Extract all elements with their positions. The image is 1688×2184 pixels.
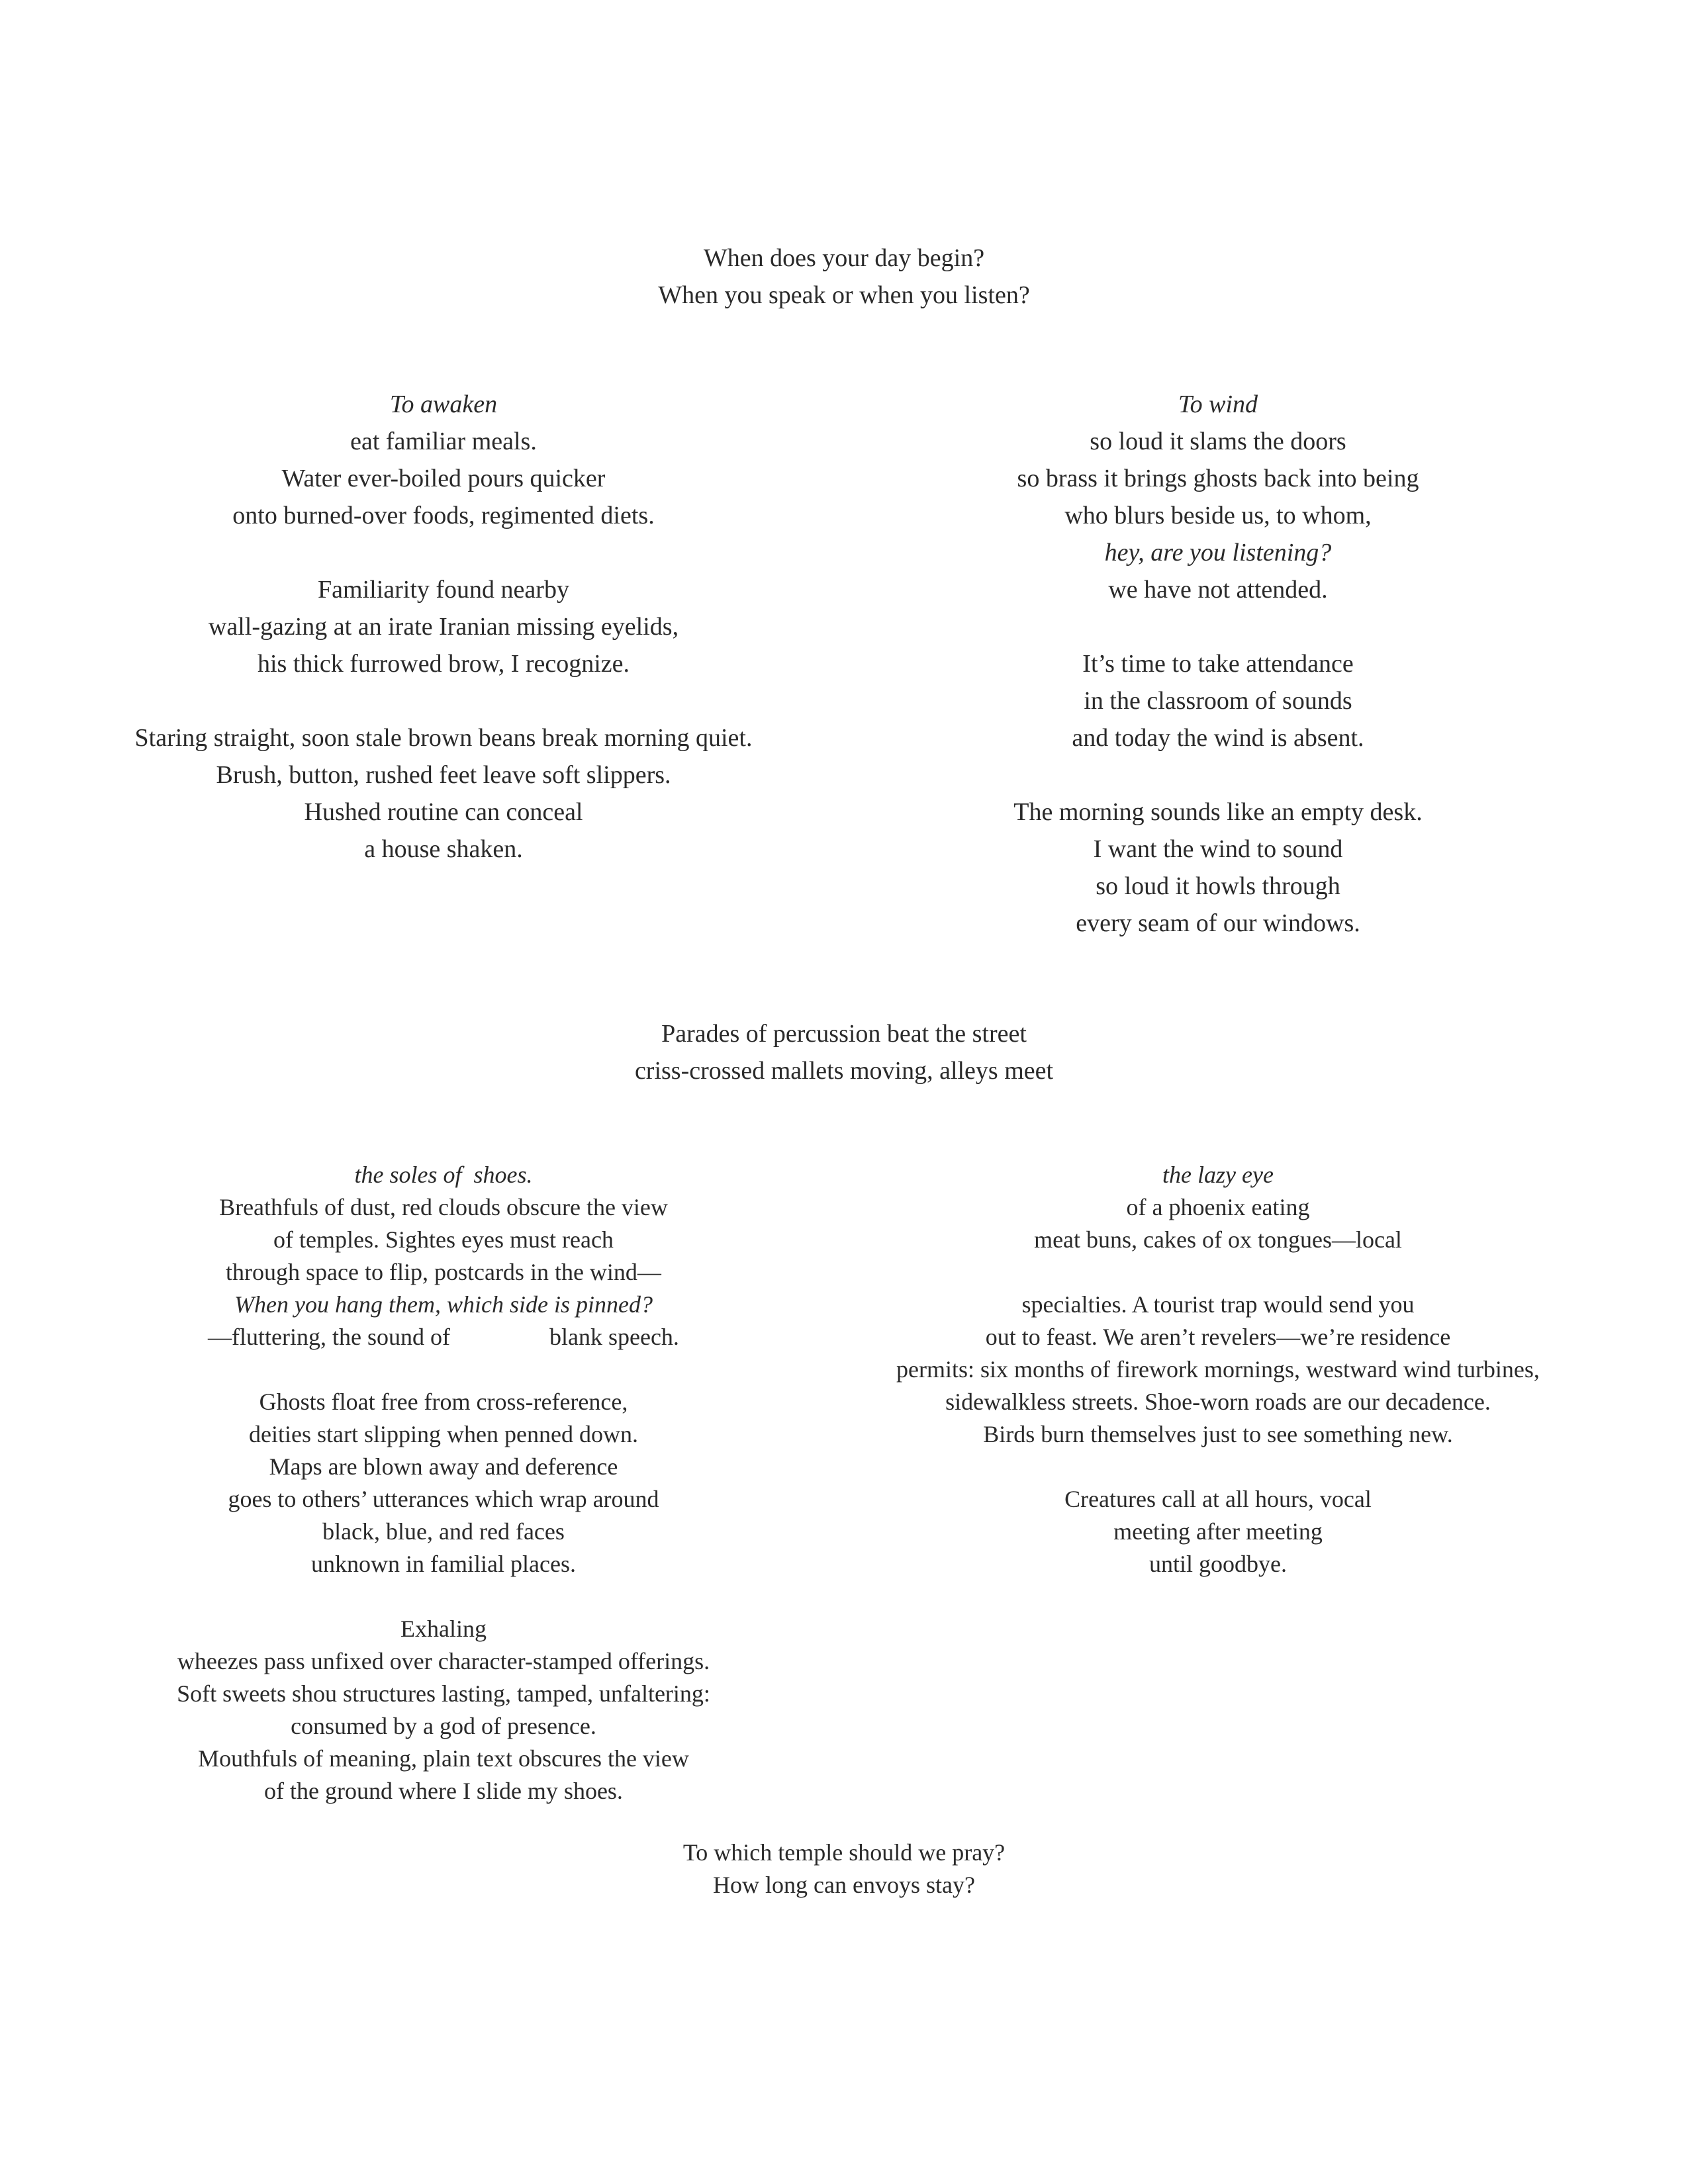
poem-line: through space to flip, postcards in the wind— [226,1259,661,1285]
poem-line: sidewalkless streets. Shoe-worn roads are our decadence. [945,1388,1491,1415]
poem-line: of a phoenix eating [1126,1194,1310,1220]
poem-line: Breathfuls of dust, red clouds obscure the view [219,1194,668,1220]
poem-line: his thick furrowed brow, I recognize. [257,650,630,678]
poem-line: black, blue, and red faces [322,1518,565,1545]
poem-line: Brush, button, rushed feet leave soft slippers. [216,761,671,789]
poem-line: permits: six months of firework mornings, westward wind turbines, [896,1356,1540,1383]
poem-line: Mouthfuls of meaning, plain text obscures the view [198,1745,689,1772]
poem-line: Birds burn themselves just to see something new. [983,1421,1453,1447]
poem-line: I want the wind to sound [1093,835,1343,863]
poem-line: Familiarity found nearby [318,576,569,604]
poem-fragment: blank speech. [549,1324,679,1350]
poem-line: of temples. Sightes eyes must reach [273,1226,614,1253]
poem-line: Creatures call at all hours, vocal [1064,1486,1372,1512]
poem-line: wheezes pass unfixed over character-stamped offerings. [177,1648,710,1674]
poem-line: wall-gazing at an irate Iranian missing eyelids, [208,613,679,641]
poem-line: of the ground where I slide my shoes. [264,1778,623,1804]
poem-line-italic: When you hang them, which side is pinned? [234,1291,653,1318]
poem-line: goes to others’ utterances which wrap around [228,1486,659,1512]
poem-line-blank-speech [66,1321,821,1353]
section-title: the soles of shoes. [354,1161,533,1188]
poem-line: eat familiar meals. [350,428,537,455]
poem-line: and today the wind is absent. [1072,724,1364,752]
closing-stanza [546,1837,1142,1901]
poem-line: Parades of percussion beat the street [661,1020,1027,1048]
poem-line: It’s time to take attendance [1082,650,1354,678]
section-title: To awaken [389,390,498,418]
poem-line: so brass it brings ghosts back into being [1017,465,1419,492]
poem-line: a house shaken. [364,835,523,863]
left-column-soles [66,1159,821,1807]
middle-stanza [546,1015,1142,1089]
poem-line: Staring straight, soon stale brown beans break morning quiet. [134,724,753,752]
poem-line: How long can envoys stay? [713,1872,975,1898]
poem-line: Exhaling [400,1615,487,1642]
poem-line: Soft sweets shou structures lasting, tamped, unfaltering: [177,1680,710,1707]
poem-line: we have not attended. [1108,576,1328,604]
poem-line-italic: hey, are you listening? [1104,539,1332,567]
intro-stanza [546,240,1142,314]
poem-line: Ghosts float free from cross-reference, [259,1388,628,1415]
poem-line: until goodbye. [1149,1551,1287,1577]
poem-line: out to feast. We aren’t revelers—we’re residence [985,1324,1451,1350]
poem-line: Hushed routine can conceal [304,798,583,826]
poem-line: specialties. A tourist trap would send you [1021,1291,1415,1318]
right-column-wind [880,386,1556,942]
poem-line: When does your day begin? [703,244,985,272]
poem-line: who blurs beside us, to whom, [1064,502,1372,529]
right-column-lazy-eye [814,1159,1622,1580]
poem-fragment: —fluttering, the sound of [208,1324,450,1350]
section-title: To wind [1178,390,1258,418]
section-title: the lazy eye [1162,1161,1274,1188]
left-column-awaken [66,386,821,868]
poem-line: The morning sounds like an empty desk. [1013,798,1423,826]
poem-line: To which temple should we pray? [682,1839,1006,1866]
poem-line: When you speak or when you listen? [658,281,1030,309]
poem-line: deities start slipping when penned down. [249,1421,638,1447]
poem-line: consumed by a god of presence. [291,1713,596,1739]
poem-line: unknown in familial places. [311,1551,576,1577]
poem-line: every seam of our windows. [1076,909,1360,937]
poem-line: meat buns, cakes of ox tongues—local [1034,1226,1402,1253]
poem-line: in the classroom of sounds [1084,687,1352,715]
poem-line: Maps are blown away and deference [269,1453,618,1480]
poem-line: criss-crossed mallets moving, alleys meet [634,1057,1054,1085]
poem-line: onto burned-over foods, regimented diets. [232,502,655,529]
poem-line: meeting after meeting [1113,1518,1323,1545]
poem-line: Water ever-boiled pours quicker [281,465,606,492]
poem-line: so loud it howls through [1096,872,1340,900]
poem-line: so loud it slams the doors [1090,428,1346,455]
